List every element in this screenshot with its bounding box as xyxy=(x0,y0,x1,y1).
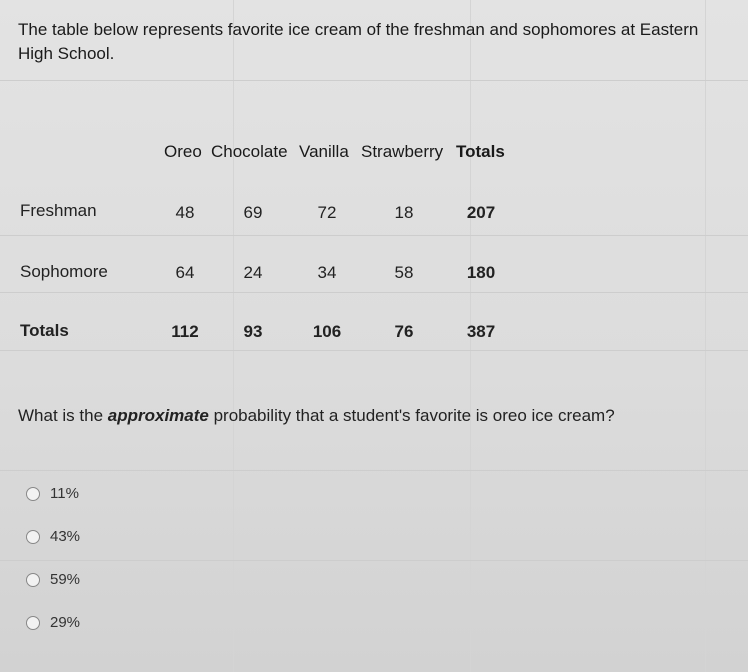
table-cell: 64 xyxy=(175,263,195,282)
table-cell-total: 93 xyxy=(243,322,263,341)
table-cell: 72 xyxy=(317,203,337,222)
table-cell: 34 xyxy=(317,263,337,282)
table-cell-total: 76 xyxy=(394,322,414,341)
table-cell: 48 xyxy=(175,203,195,222)
answer-option-11[interactable] xyxy=(26,485,79,502)
table-cell-total: 387 xyxy=(466,322,496,341)
grid-line xyxy=(0,80,748,81)
table-cell: 24 xyxy=(243,263,263,282)
radio-button[interactable] xyxy=(26,616,40,630)
prompt-emphasis: approximate xyxy=(107,406,209,425)
row-label-sophomore: Sophomore xyxy=(20,262,108,281)
radio-button[interactable] xyxy=(26,530,40,544)
header-totals: Totals xyxy=(456,142,505,161)
option-label: 43% xyxy=(50,528,81,545)
grid-line xyxy=(0,560,748,561)
radio-button[interactable] xyxy=(26,573,40,587)
header-strawberry: Strawberry xyxy=(361,142,444,161)
row-label-totals: Totals xyxy=(20,321,69,340)
header-chocolate: Chocolate xyxy=(211,142,288,161)
table-cell-total: 207 xyxy=(466,203,496,222)
row-label-freshman: Freshman xyxy=(20,201,97,220)
table-cell: 58 xyxy=(394,263,414,282)
answer-option-59[interactable] xyxy=(26,571,80,588)
option-label: 11% xyxy=(50,485,79,502)
header-oreo: Oreo xyxy=(164,142,202,161)
prompt-text: What is the xyxy=(18,406,108,425)
table-cell-total: 106 xyxy=(312,322,342,341)
question-prompt xyxy=(18,406,615,426)
grid-line xyxy=(705,0,706,672)
option-label: 59% xyxy=(50,571,81,588)
option-label: 29% xyxy=(50,614,81,631)
question-intro: The table below represents favorite ice cream of the freshman and sophomores at Eastern High School. xyxy=(18,20,699,63)
table-cell-total: 112 xyxy=(171,322,199,341)
table-cell-total: 180 xyxy=(466,263,496,282)
answer-option-43[interactable] xyxy=(26,528,80,545)
prompt-text: probability that a student's favorite is oreo ice cream? xyxy=(208,406,615,425)
radio-button[interactable] xyxy=(26,487,40,501)
grid-line xyxy=(0,235,748,236)
answer-option-29[interactable] xyxy=(26,614,80,631)
table-cell: 18 xyxy=(394,203,414,222)
header-vanilla: Vanilla xyxy=(299,142,349,161)
table-cell: 69 xyxy=(243,203,263,222)
grid-line xyxy=(0,292,748,293)
grid-line xyxy=(0,350,748,351)
grid-line xyxy=(0,470,748,471)
